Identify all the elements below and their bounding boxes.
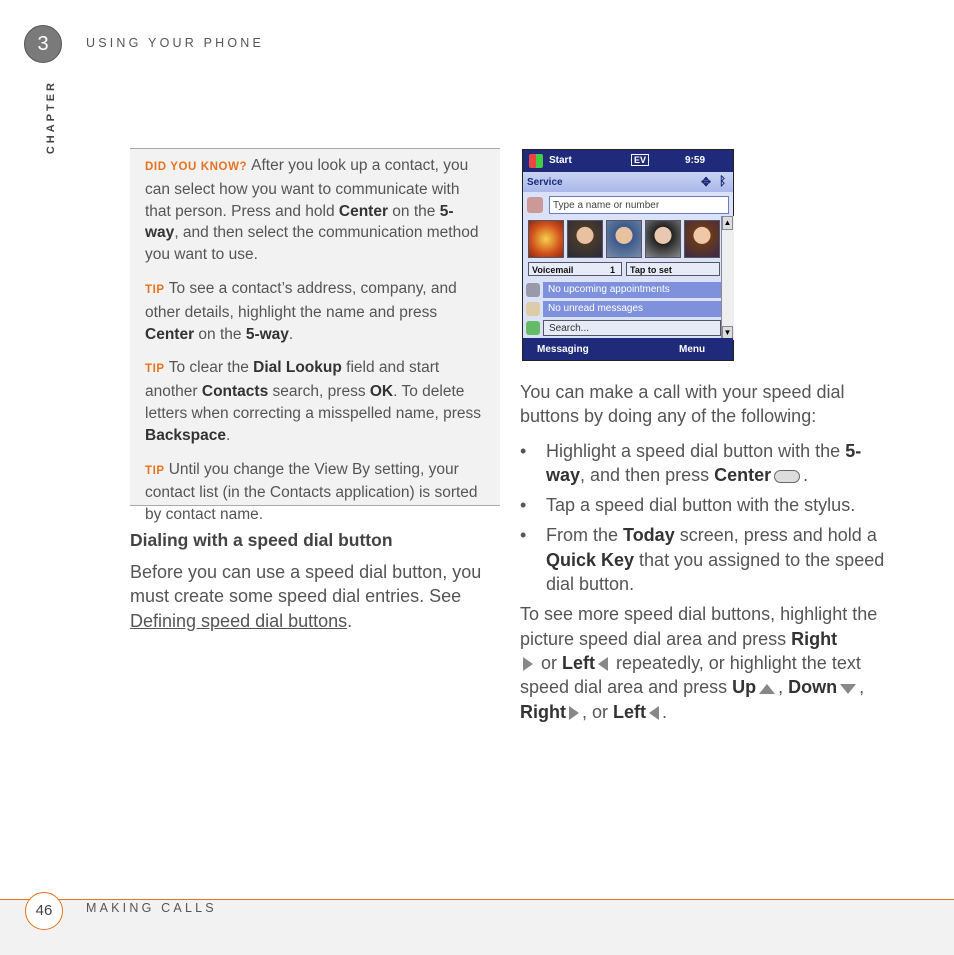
start-menu[interactable]: Start [549,155,572,166]
menu-soft-key[interactable]: Menu [679,344,706,355]
text: Highlight a speed dial button with the [546,440,846,461]
text: Tap a speed dial button with the stylus. [546,495,856,516]
signal-indicator: EV [631,154,649,166]
phone-body [523,192,733,338]
dial-lookup-input[interactable]: Type a name or number [549,196,729,214]
search-icon [526,321,540,335]
tip-tag: TIP [145,283,165,296]
text: . [803,464,809,485]
text: on the [387,202,440,220]
key: Contacts [201,383,269,401]
key: Today [623,525,675,546]
speed-dial-intro: You can make a call with your speed dial buttons by doing any of the following: [520,382,845,427]
chapter-label: CHAPTER [45,80,57,155]
bullet: • [520,440,527,461]
text: To see more speed dial buttons, highlight the picture speed dial area and press [520,604,878,649]
phone-screenshot [522,149,734,361]
text: screen, press and hold a [674,525,877,546]
tip-tag: TIP [145,363,165,376]
key: Center [145,325,195,343]
text: , [778,677,789,698]
bluetooth-icon: ᛒ [719,174,727,188]
key: Dial Lookup [253,359,342,377]
text: After you look up a contact, you can select how you want to communicate with that person. Press and hold [145,157,469,220]
scrollbar[interactable] [721,216,734,340]
messaging-soft-key[interactable]: Messaging [537,344,589,355]
voicemail-number: 1 [609,265,615,275]
bullet: • [520,525,527,546]
text: , and then select the communication method you want to use. [145,224,479,264]
text: From the [546,525,624,546]
scroll-down-icon[interactable]: ▼ [722,326,733,340]
key: Backspace [145,426,227,444]
speed-dial-voicemail[interactable] [528,262,622,276]
up-arrow-icon [759,684,775,694]
running-head: USING YOUR PHONE [86,36,265,50]
text: , and then press [580,464,715,485]
text: or [536,652,563,673]
did-you-know-tip [145,155,486,266]
key: Right [520,701,566,722]
voicemail-label: Voicemail [532,265,574,275]
page-number: 46 [25,892,63,930]
speed-dial-photo[interactable] [567,220,603,258]
list-item [520,523,890,596]
speed-dial-photo[interactable] [528,220,564,258]
chapter-number-badge: 3 [24,25,62,63]
key: Center [338,202,388,220]
text: , [859,677,865,698]
tip-clear-lookup [145,357,486,446]
text: Until you change the View By setting, your contact list (in the Contacts application) is sorted by contact name. [145,460,478,524]
tip-tag: TIP [145,464,165,477]
tip-view-by [145,459,486,526]
speed-dial-photo[interactable] [684,220,720,258]
text: To see a contact’s address, company, and other details, highlight the name and press [145,279,457,321]
list-item [520,493,890,517]
speed-dial-photo[interactable] [606,220,642,258]
right-arrow-icon [569,706,579,720]
windows-flag-icon [529,154,543,168]
phone-title-bar [523,150,733,172]
tip-contact-details [145,278,486,345]
contacts-icon [527,197,543,213]
text: . [226,426,231,444]
left-arrow-icon [649,706,659,720]
key: OK [369,383,394,401]
tip-box [130,148,500,524]
text: Before you can use a speed dial button, you must create some speed dial entries. See [130,562,482,607]
section-heading: Dialing with a speed dial button [130,530,393,550]
key: Up [732,677,757,698]
key: Right [791,628,838,649]
speed-dial-tap-to-set[interactable]: Tap to set [626,262,720,276]
clock: 9:59 [685,155,706,166]
text: . To delete letters when correcting a misspelled name, press [145,383,481,422]
right-arrow-icon [523,657,533,671]
footer-section: MAKING CALLS [86,901,217,915]
mail-icon [526,302,540,316]
key: 5-way [546,440,862,485]
key: Left [613,701,646,722]
scroll-up-icon[interactable]: ▲ [722,216,733,230]
text: repeatedly, or highlight the text speed dial area and press [520,652,861,698]
down-arrow-icon [840,684,856,694]
more-buttons-paragraph [520,602,890,723]
left-arrow-icon [598,657,608,671]
defining-speed-dial-link[interactable]: Defining speed dial buttons [130,610,348,631]
text: , or [581,701,613,722]
navigation-icon: ✥ [701,175,712,189]
text: . [288,325,294,343]
key: Quick Key [546,549,635,570]
method-list [520,439,890,597]
key: Left [562,652,596,673]
right-column [520,380,890,734]
key: Down [788,677,838,698]
speed-dial-photo[interactable] [645,220,681,258]
intro-paragraph [130,560,500,633]
search-row[interactable]: Search... [543,320,721,336]
text: field and start another [145,359,440,401]
text: . [662,701,668,722]
messages-row[interactable]: No unread messages [543,301,721,317]
key: Center [714,464,772,485]
text: . [347,610,353,631]
text: To clear the [168,359,254,377]
key: 5-way [145,202,454,242]
center-button-icon [774,470,800,483]
service-label: Service [527,177,563,188]
appointments-row[interactable]: No upcoming appointments [543,282,721,298]
text: that you assigned to the speed dial button. [546,549,885,595]
soft-key-bar [523,338,733,360]
text: search, press [268,383,370,401]
text: on the [194,325,246,343]
calendar-icon [526,283,540,297]
tip-tag: DID YOU KNOW? [145,161,248,173]
bullet: • [520,495,527,516]
service-bar [523,172,733,192]
list-item [520,439,890,488]
key: 5-way [245,325,289,343]
